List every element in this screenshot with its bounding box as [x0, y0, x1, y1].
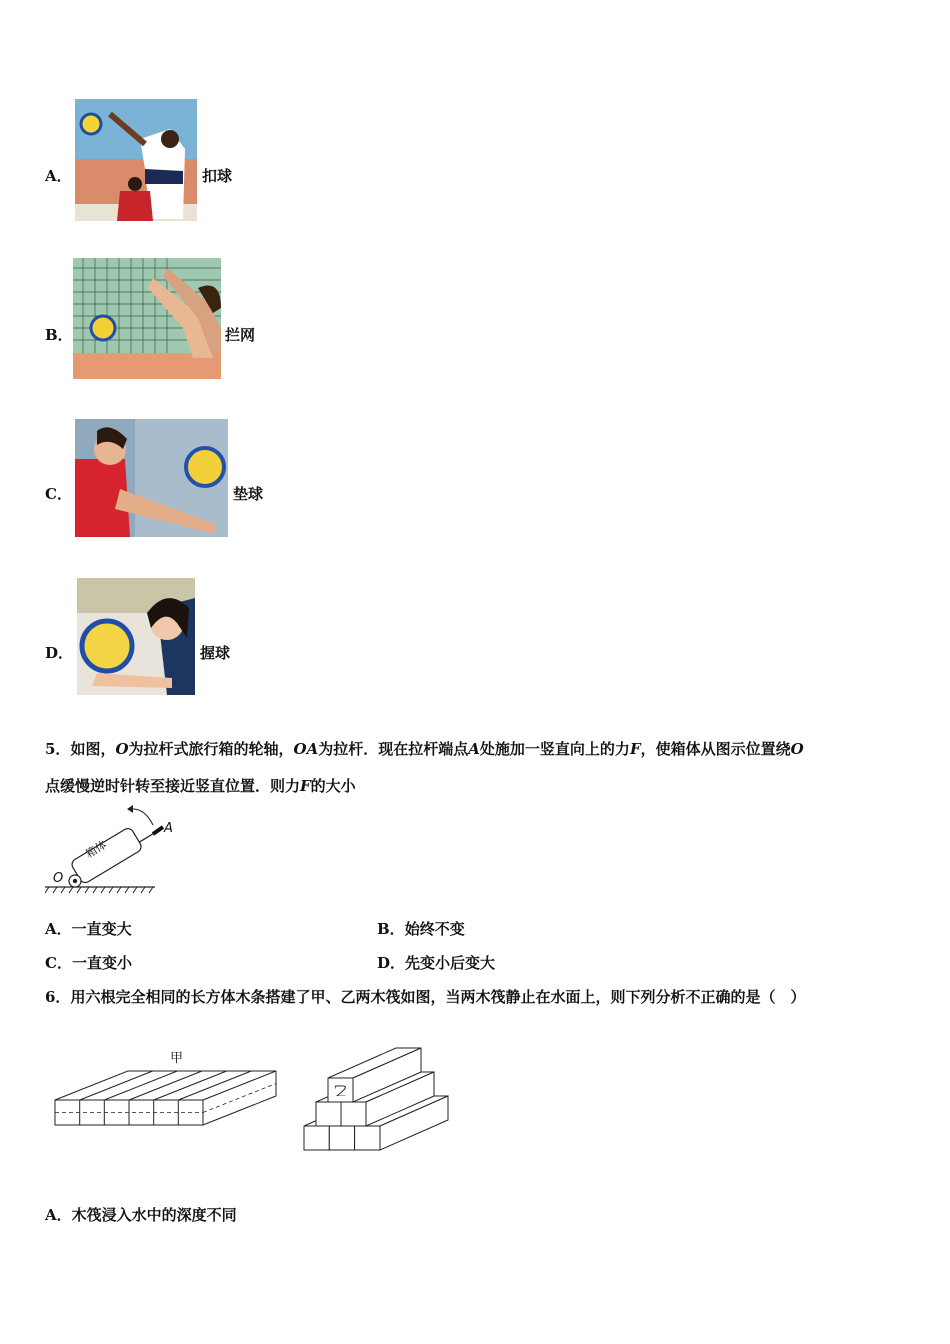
option-letter: C．: [45, 485, 72, 503]
box-label: 箱体: [83, 838, 110, 861]
q5-option-c: C．一直变小: [45, 954, 132, 972]
question-number: 5．: [45, 740, 71, 758]
volleyball-block-photo: [73, 258, 221, 379]
q5-option-a: A．一直变大: [45, 920, 132, 938]
suitcase-diagram: [45, 803, 175, 898]
point-a-label: A: [164, 821, 173, 836]
volleyball-hold-photo: [77, 578, 195, 695]
option-letter: A．: [45, 167, 72, 185]
raft-b-label: 乙: [334, 1082, 348, 1097]
volleyball-dig-photo: [75, 419, 228, 537]
option-letter: D．: [45, 644, 74, 662]
option-text: 扣球: [202, 167, 233, 185]
raft-a-diagram: [50, 1045, 285, 1130]
raft-b-diagram: [300, 1040, 455, 1155]
option-text: 垫球: [233, 485, 264, 503]
raft-a-label: 甲: [170, 1051, 184, 1066]
option-letter: B．: [45, 326, 73, 344]
q5-option-b: B．始终不变: [377, 920, 465, 938]
question-5-line-1: 5．如图，O为拉杆式旅行箱的轮轴，OA为拉杆．现在拉杆端点A处施加一竖直向上的力F，使箱体从图示位置绕O: [45, 740, 804, 758]
question-number: 6．: [45, 988, 71, 1006]
option-text: 拦网: [225, 326, 256, 344]
q6-option-a: A．木筏浸入水中的深度不同: [45, 1206, 237, 1224]
q5-option-d: D．先变小后变大: [377, 954, 496, 972]
point-o-label: O: [53, 871, 64, 886]
question-6-text: 6．用六根完全相同的长方体木条搭建了甲、乙两木筏如图，当两木筏静止在水面上，则下列分析不正确的是（ ）: [45, 988, 806, 1006]
option-text: 握球: [200, 644, 231, 662]
volleyball-spike-photo: [75, 99, 197, 221]
question-5-line-2: 点缓慢逆时针转至接近竖直位置．则力F的大小: [45, 777, 356, 795]
